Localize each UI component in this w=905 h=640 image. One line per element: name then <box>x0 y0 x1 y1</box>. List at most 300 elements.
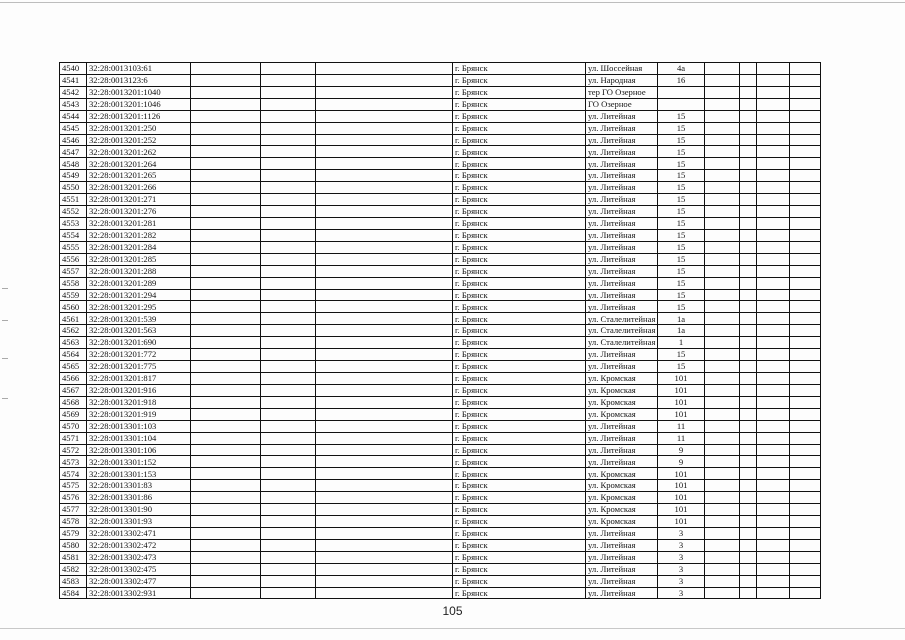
table-row <box>60 420 821 432</box>
empty-cell <box>316 372 453 384</box>
house-number-cell: 15 <box>658 241 705 253</box>
table-row <box>60 432 821 444</box>
empty-cell <box>757 587 790 599</box>
house-number-cell: 101 <box>658 396 705 408</box>
empty-cell <box>757 492 790 504</box>
street-cell: ул. Литейная <box>586 301 658 313</box>
empty-cell <box>316 182 453 194</box>
empty-cell <box>790 86 821 98</box>
table-row <box>60 301 821 313</box>
empty-cell <box>705 504 740 516</box>
table-row <box>60 170 821 182</box>
row-number-cell: 4553 <box>60 217 87 229</box>
street-cell: ул. Кромская <box>586 492 658 504</box>
empty-cell <box>790 527 821 539</box>
city-cell: г. Брянск <box>453 516 586 528</box>
cadastral-number-cell: 32:28:0013201:1046 <box>87 98 191 110</box>
empty-cell <box>740 122 757 134</box>
empty-cell <box>790 516 821 528</box>
city-cell: г. Брянск <box>453 146 586 158</box>
empty-cell <box>261 456 316 468</box>
empty-cell <box>705 456 740 468</box>
empty-cell <box>316 170 453 182</box>
empty-cell <box>790 468 821 480</box>
cadastral-number-cell: 32:28:0013302:475 <box>87 563 191 575</box>
row-number-cell: 4578 <box>60 516 87 528</box>
empty-cell <box>316 289 453 301</box>
empty-cell <box>191 98 261 110</box>
empty-cell <box>191 122 261 134</box>
city-cell: г. Брянск <box>453 194 586 206</box>
empty-cell <box>316 241 453 253</box>
city-cell: г. Брянск <box>453 563 586 575</box>
empty-cell <box>261 349 316 361</box>
table-row <box>60 194 821 206</box>
empty-cell <box>261 74 316 86</box>
table-row <box>60 63 821 75</box>
empty-cell <box>790 206 821 218</box>
empty-cell <box>740 420 757 432</box>
street-cell: ул. Литейная <box>586 575 658 587</box>
empty-cell <box>757 110 790 122</box>
empty-cell <box>191 337 261 349</box>
empty-cell <box>261 492 316 504</box>
city-cell: г. Брянск <box>453 456 586 468</box>
house-number-cell: 9 <box>658 444 705 456</box>
empty-cell <box>261 527 316 539</box>
empty-cell <box>191 158 261 170</box>
empty-cell <box>757 337 790 349</box>
empty-cell <box>790 110 821 122</box>
house-number-cell: 3 <box>658 575 705 587</box>
empty-cell <box>316 575 453 587</box>
row-number-cell: 4572 <box>60 444 87 456</box>
empty-cell <box>757 241 790 253</box>
empty-cell <box>705 551 740 563</box>
cadastral-number-cell: 32:28:0013201:285 <box>87 253 191 265</box>
row-number-cell: 4568 <box>60 396 87 408</box>
empty-cell <box>705 194 740 206</box>
empty-cell <box>790 337 821 349</box>
empty-cell <box>740 182 757 194</box>
empty-cell <box>705 134 740 146</box>
street-cell: ул. Литейная <box>586 229 658 241</box>
empty-cell <box>740 349 757 361</box>
empty-cell <box>261 444 316 456</box>
city-cell: г. Брянск <box>453 492 586 504</box>
city-cell: г. Брянск <box>453 229 586 241</box>
empty-cell <box>316 444 453 456</box>
empty-cell <box>261 432 316 444</box>
empty-cell <box>757 86 790 98</box>
row-number-cell: 4559 <box>60 289 87 301</box>
house-number-cell: 101 <box>658 516 705 528</box>
street-cell: ул. Литейная <box>586 265 658 277</box>
empty-cell <box>316 492 453 504</box>
house-number-cell: 15 <box>658 253 705 265</box>
empty-cell <box>740 98 757 110</box>
row-number-cell: 4560 <box>60 301 87 313</box>
empty-cell <box>316 134 453 146</box>
cadastral-number-cell: 32:28:0013123:6 <box>87 74 191 86</box>
empty-cell <box>261 98 316 110</box>
empty-cell <box>705 217 740 229</box>
row-number-cell: 4545 <box>60 122 87 134</box>
empty-cell <box>316 325 453 337</box>
cadastral-number-cell: 32:28:0013302:931 <box>87 587 191 599</box>
empty-cell <box>790 504 821 516</box>
table-row <box>60 539 821 551</box>
table-row <box>60 253 821 265</box>
empty-cell <box>790 432 821 444</box>
empty-cell <box>705 63 740 75</box>
empty-cell <box>757 170 790 182</box>
scan-margin-marks <box>0 280 14 430</box>
street-cell: ул. Кромская <box>586 396 658 408</box>
city-cell: г. Брянск <box>453 253 586 265</box>
cadastral-number-cell: 32:28:0013201:918 <box>87 396 191 408</box>
table-row <box>60 384 821 396</box>
empty-cell <box>790 289 821 301</box>
empty-cell <box>740 575 757 587</box>
street-cell: ул. Литейная <box>586 289 658 301</box>
cadastral-number-cell: 32:28:0013103:61 <box>87 63 191 75</box>
empty-cell <box>191 444 261 456</box>
cadastral-number-cell: 32:28:0013201:282 <box>87 229 191 241</box>
empty-cell <box>705 146 740 158</box>
house-number-cell: 15 <box>658 277 705 289</box>
cadastral-number-cell: 32:28:0013201:919 <box>87 408 191 420</box>
empty-cell <box>191 289 261 301</box>
empty-cell <box>705 86 740 98</box>
empty-cell <box>790 182 821 194</box>
empty-cell <box>740 551 757 563</box>
empty-cell <box>790 229 821 241</box>
row-number-cell: 4562 <box>60 325 87 337</box>
empty-cell <box>705 468 740 480</box>
street-cell: ул. Литейная <box>586 110 658 122</box>
empty-cell <box>261 563 316 575</box>
empty-cell <box>757 444 790 456</box>
empty-cell <box>757 384 790 396</box>
empty-cell <box>191 301 261 313</box>
city-cell: г. Брянск <box>453 98 586 110</box>
empty-cell <box>191 563 261 575</box>
empty-cell <box>316 194 453 206</box>
empty-cell <box>705 253 740 265</box>
house-number-cell: 3 <box>658 527 705 539</box>
row-number-cell: 4542 <box>60 86 87 98</box>
empty-cell <box>705 122 740 134</box>
empty-cell <box>757 516 790 528</box>
row-number-cell: 4546 <box>60 134 87 146</box>
empty-cell <box>261 217 316 229</box>
empty-cell <box>316 468 453 480</box>
table-row <box>60 337 821 349</box>
city-cell: г. Брянск <box>453 372 586 384</box>
empty-cell <box>191 63 261 75</box>
street-cell: ул. Литейная <box>586 527 658 539</box>
cadastral-number-cell: 32:28:0013201:262 <box>87 146 191 158</box>
empty-cell <box>316 74 453 86</box>
empty-cell <box>705 408 740 420</box>
city-cell: г. Брянск <box>453 480 586 492</box>
empty-cell <box>261 551 316 563</box>
house-number-cell: 15 <box>658 229 705 241</box>
table-row <box>60 372 821 384</box>
table-row <box>60 217 821 229</box>
street-cell: ГО Озерное <box>586 98 658 110</box>
empty-cell <box>261 182 316 194</box>
cadastral-number-cell: 32:28:0013301:83 <box>87 480 191 492</box>
empty-cell <box>705 432 740 444</box>
empty-cell <box>316 265 453 277</box>
empty-cell <box>790 349 821 361</box>
empty-cell <box>705 384 740 396</box>
empty-cell <box>705 516 740 528</box>
house-number-cell: 15 <box>658 301 705 313</box>
row-number-cell: 4540 <box>60 63 87 75</box>
empty-cell <box>191 194 261 206</box>
empty-cell <box>740 468 757 480</box>
empty-cell <box>261 504 316 516</box>
empty-cell <box>740 444 757 456</box>
empty-cell <box>191 456 261 468</box>
house-number-cell: 15 <box>658 134 705 146</box>
table-row <box>60 587 821 599</box>
empty-cell <box>316 396 453 408</box>
empty-cell <box>740 516 757 528</box>
row-number-cell: 4555 <box>60 241 87 253</box>
empty-cell <box>705 444 740 456</box>
empty-cell <box>316 516 453 528</box>
empty-cell <box>316 361 453 373</box>
city-cell: г. Брянск <box>453 122 586 134</box>
row-number-cell: 4557 <box>60 265 87 277</box>
cadastral-number-cell: 32:28:0013201:817 <box>87 372 191 384</box>
street-cell: ул. Литейная <box>586 122 658 134</box>
city-cell: г. Брянск <box>453 420 586 432</box>
empty-cell <box>757 146 790 158</box>
house-number-cell: 15 <box>658 146 705 158</box>
empty-cell <box>757 74 790 86</box>
house-number-cell: 16 <box>658 74 705 86</box>
empty-cell <box>191 313 261 325</box>
empty-cell <box>705 206 740 218</box>
empty-cell <box>191 182 261 194</box>
row-number-cell: 4551 <box>60 194 87 206</box>
empty-cell <box>261 158 316 170</box>
cadastral-number-cell: 32:28:0013201:294 <box>87 289 191 301</box>
empty-cell <box>757 289 790 301</box>
house-number-cell: 15 <box>658 194 705 206</box>
city-cell: г. Брянск <box>453 361 586 373</box>
empty-cell <box>790 492 821 504</box>
house-number-cell: 15 <box>658 110 705 122</box>
city-cell: г. Брянск <box>453 134 586 146</box>
house-number-cell: 3 <box>658 551 705 563</box>
empty-cell <box>740 480 757 492</box>
house-number-cell: 15 <box>658 206 705 218</box>
house-number-cell: 1а <box>658 325 705 337</box>
table-row <box>60 182 821 194</box>
cadastral-number-cell: 32:28:0013201:252 <box>87 134 191 146</box>
table-row <box>60 86 821 98</box>
cadastral-number-cell: 32:28:0013302:477 <box>87 575 191 587</box>
empty-cell <box>316 122 453 134</box>
empty-cell <box>191 241 261 253</box>
street-cell: ул. Народная <box>586 74 658 86</box>
empty-cell <box>705 277 740 289</box>
empty-cell <box>191 325 261 337</box>
house-number-cell: 4а <box>658 63 705 75</box>
empty-cell <box>705 229 740 241</box>
empty-cell <box>191 372 261 384</box>
street-cell: ул. Кромская <box>586 408 658 420</box>
empty-cell <box>191 551 261 563</box>
empty-cell <box>705 289 740 301</box>
row-number-cell: 4580 <box>60 539 87 551</box>
empty-cell <box>757 122 790 134</box>
table-row <box>60 444 821 456</box>
empty-cell <box>757 504 790 516</box>
row-number-cell: 4566 <box>60 372 87 384</box>
city-cell: г. Брянск <box>453 170 586 182</box>
empty-cell <box>740 587 757 599</box>
empty-cell <box>790 408 821 420</box>
empty-cell <box>705 325 740 337</box>
empty-cell <box>316 480 453 492</box>
empty-cell <box>740 325 757 337</box>
city-cell: г. Брянск <box>453 289 586 301</box>
empty-cell <box>790 253 821 265</box>
empty-cell <box>740 229 757 241</box>
empty-cell <box>191 575 261 587</box>
street-cell: ул. Литейная <box>586 361 658 373</box>
table-row <box>60 134 821 146</box>
empty-cell <box>740 74 757 86</box>
empty-cell <box>757 539 790 551</box>
street-cell: ул. Литейная <box>586 277 658 289</box>
empty-cell <box>261 86 316 98</box>
empty-cell <box>757 420 790 432</box>
street-cell: ул. Литейная <box>586 349 658 361</box>
row-number-cell: 4558 <box>60 277 87 289</box>
house-number-cell: 3 <box>658 587 705 599</box>
table-row <box>60 277 821 289</box>
empty-cell <box>191 86 261 98</box>
empty-cell <box>740 277 757 289</box>
empty-cell <box>740 563 757 575</box>
house-number-cell: 15 <box>658 349 705 361</box>
empty-cell <box>191 480 261 492</box>
empty-cell <box>790 170 821 182</box>
empty-cell <box>790 217 821 229</box>
row-number-cell: 4564 <box>60 349 87 361</box>
cadastral-number-cell: 32:28:0013301:103 <box>87 420 191 432</box>
city-cell: г. Брянск <box>453 313 586 325</box>
empty-cell <box>705 575 740 587</box>
street-cell: ул. Литейная <box>586 241 658 253</box>
city-cell: г. Брянск <box>453 408 586 420</box>
empty-cell <box>757 408 790 420</box>
street-cell: ул. Сталелитейная <box>586 337 658 349</box>
empty-cell <box>757 527 790 539</box>
cadastral-number-cell: 32:28:0013301:93 <box>87 516 191 528</box>
empty-cell <box>316 98 453 110</box>
empty-cell <box>261 420 316 432</box>
table-row <box>60 527 821 539</box>
table-row <box>60 325 821 337</box>
cadastral-number-cell: 32:28:0013201:250 <box>87 122 191 134</box>
empty-cell <box>740 63 757 75</box>
house-number-cell: 11 <box>658 432 705 444</box>
empty-cell <box>316 587 453 599</box>
empty-cell <box>191 384 261 396</box>
empty-cell <box>261 313 316 325</box>
registry-table <box>59 62 821 599</box>
street-cell: ул. Литейная <box>586 146 658 158</box>
empty-cell <box>740 313 757 325</box>
street-cell: ул. Литейная <box>586 158 658 170</box>
empty-cell <box>316 110 453 122</box>
table-row <box>60 468 821 480</box>
empty-cell <box>705 74 740 86</box>
street-cell: тер ГО Озерное <box>586 86 658 98</box>
row-number-cell: 4563 <box>60 337 87 349</box>
empty-cell <box>790 241 821 253</box>
empty-cell <box>705 492 740 504</box>
empty-cell <box>790 265 821 277</box>
empty-cell <box>705 241 740 253</box>
city-cell: г. Брянск <box>453 301 586 313</box>
empty-cell <box>261 241 316 253</box>
empty-cell <box>261 408 316 420</box>
cadastral-number-cell: 32:28:0013201:1040 <box>87 86 191 98</box>
empty-cell <box>757 361 790 373</box>
house-number-cell: 15 <box>658 289 705 301</box>
table-row <box>60 480 821 492</box>
empty-cell <box>790 456 821 468</box>
empty-cell <box>705 420 740 432</box>
empty-cell <box>740 110 757 122</box>
house-number-cell: 15 <box>658 158 705 170</box>
empty-cell <box>316 86 453 98</box>
street-cell: ул. Литейная <box>586 206 658 218</box>
empty-cell <box>261 575 316 587</box>
table-row <box>60 98 821 110</box>
empty-cell <box>790 563 821 575</box>
empty-cell <box>261 122 316 134</box>
empty-cell <box>740 253 757 265</box>
empty-cell <box>191 206 261 218</box>
table-row <box>60 158 821 170</box>
empty-cell <box>316 206 453 218</box>
empty-cell <box>261 539 316 551</box>
city-cell: г. Брянск <box>453 277 586 289</box>
row-number-cell: 4581 <box>60 551 87 563</box>
empty-cell <box>757 396 790 408</box>
house-number-cell: 3 <box>658 563 705 575</box>
street-cell: ул. Литейная <box>586 194 658 206</box>
empty-cell <box>790 575 821 587</box>
street-cell: ул. Кромская <box>586 504 658 516</box>
row-number-cell: 4549 <box>60 170 87 182</box>
empty-cell <box>790 372 821 384</box>
empty-cell <box>191 504 261 516</box>
page-number: 105 <box>442 604 463 618</box>
empty-cell <box>757 134 790 146</box>
